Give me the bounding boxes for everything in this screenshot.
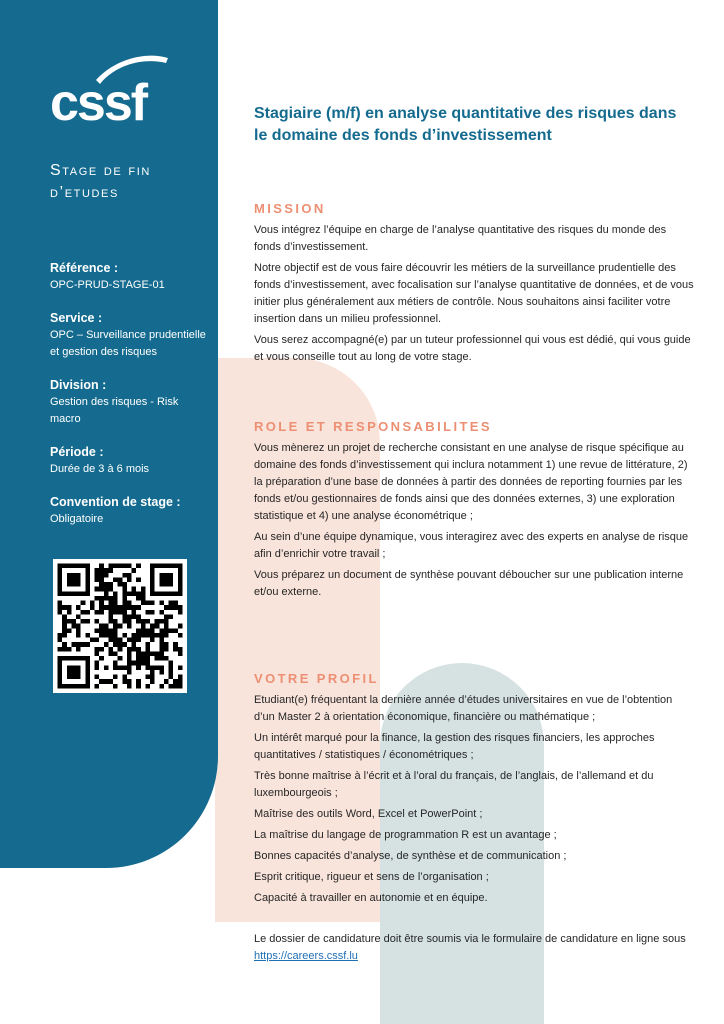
application-note [254, 931, 694, 965]
stage-title-line2: d’etudes [50, 184, 119, 201]
profil-item: Etudiant(e) fréquentant la dernière année d’études universitaires en vue de l’obtention d’un Master 2 à orientation économique, financière ou mathématique ; [254, 694, 673, 723]
profil-section [254, 671, 694, 911]
profil-item: La maîtrise du langage de programmation R est un avantage ; [254, 829, 557, 841]
convention-label: Convention de stage : [50, 495, 181, 509]
application-text: Le dossier de candidature doit être soumis via le formulaire de candidature en ligne sous [254, 933, 686, 945]
profil-item: Très bonne maîtrise à l’écrit et à l’oral du français, de l’anglais, de l’allemand et du luxembourgeois ; [254, 770, 654, 799]
profil-item: Un intérêt marqué pour la finance, la gestion des risques financiers, les approches quantitatives / statistiques / économétriques ; [254, 732, 655, 761]
mission-section [254, 201, 694, 370]
profil-heading: VOTRE PROFIL [254, 671, 379, 686]
qr-code[interactable] [53, 559, 187, 693]
mission-heading: MISSION [254, 201, 326, 216]
profil-item: Esprit critique, rigueur et sens de l’organisation ; [254, 871, 489, 883]
role-paragraph: Vous préparez un document de synthèse pouvant déboucher sur une publication interne et/ou externe. [254, 569, 684, 598]
profil-item: Capacité à travailler en autonomie et en équipe. [254, 892, 488, 904]
profil-item: Bonnes capacités d’analyse, de synthèse et de communication ; [254, 850, 567, 862]
reference-value: OPC-PRUD-STAGE-01 [50, 279, 165, 291]
careers-link[interactable]: https://careers.cssf.lu [254, 950, 358, 962]
page-title: Stagiaire (m/f) en analyse quantitative des risques dans le domaine des fonds d’investissement [254, 105, 677, 144]
job-info-list [50, 261, 210, 545]
stage-title [50, 160, 210, 204]
convention-value: Obligatoire [50, 513, 104, 525]
mission-paragraph: Vous intégrez l’équipe en charge de l’analyse quantitative des risques du monde des fonds d’investissement. [254, 224, 667, 253]
mission-paragraph: Vous serez accompagné(e) par un tuteur professionnel qui vous est dédié, qui vous guide et vous conseille tout au long de votre stage. [254, 334, 691, 363]
cssf-logo [50, 50, 170, 126]
reference-label: Référence : [50, 261, 119, 275]
service-label: Service : [50, 311, 103, 325]
role-heading: ROLE ET RESPONSABILITES [254, 419, 492, 434]
logo-text: cssf [50, 74, 147, 126]
role-paragraph: Vous mènerez un projet de recherche consistant en une analyse de risque spécifique au domaine des fonds d’investissement qui inclura notamment 1) une revue de littérature, 2) la préparation d’une base de données à partir des données de reporting fournies par les fonds et/ou gestionnaires de fonds ainsi que des données externes, 3) une exploration statistique et 4) une analyse économétrique ; [254, 442, 688, 522]
profil-item: Maîtrise des outils Word, Excel et PowerPoint ; [254, 808, 483, 820]
role-section [254, 419, 694, 605]
period-value: Durée de 3 à 6 mois [50, 463, 150, 475]
division-value: Gestion des risques - Risk macro [50, 396, 179, 425]
service-value: OPC – Surveillance prudentielle et gestion des risques [50, 329, 206, 358]
role-paragraph: Au sein d’une équipe dynamique, vous interagirez avec des experts en analyse de risque afin d’enrichir votre travail ; [254, 531, 689, 560]
stage-title-line1: Stage de fin [50, 162, 151, 179]
period-label: Période : [50, 445, 104, 459]
division-label: Division : [50, 378, 107, 392]
mission-paragraph: Notre objectif est de vous faire découvrir les métiers de la surveillance prudentielle des fonds d’investissement, avec focalisation sur l’analyse quantitative de données, et de vous initier plus généralement aux métiers de contrôle. Nous souhaitons ainsi faciliter votre insertion dans un milieu professionnel. [254, 262, 694, 325]
